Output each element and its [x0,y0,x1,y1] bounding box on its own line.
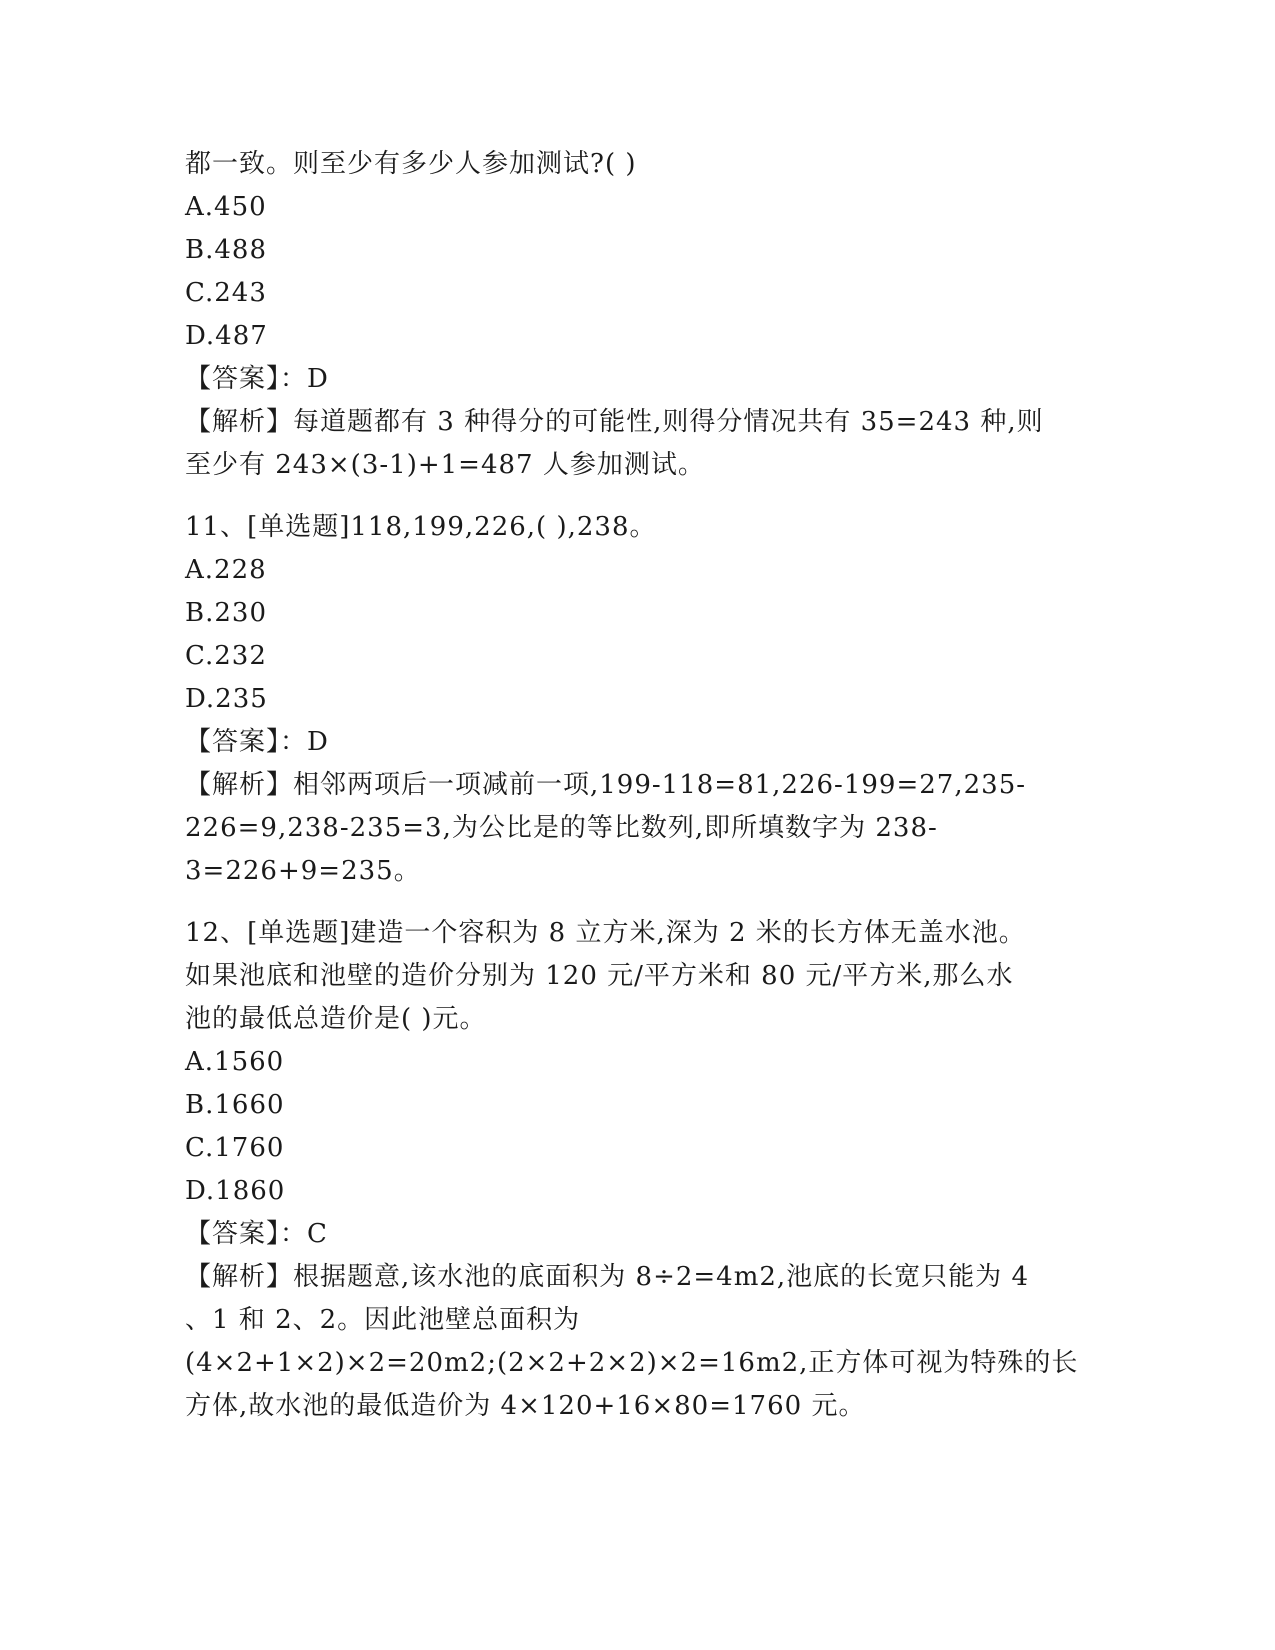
question-stem-line: 如果池底和池壁的造价分别为 120 元/平方米和 80 元/平方米,那么水 [185,961,1014,991]
document-page [185,143,1085,1428]
option-b: B.230 [185,598,267,628]
answer-line: 【答案】：C [185,1219,328,1249]
analysis-line: 3=226+9=235。 [185,856,421,886]
question-stem-line: 12、[单选题]建造一个容积为 8 立方米,深为 2 米的长方体无盖水池。 [185,918,1026,948]
option-b: B.488 [185,235,267,265]
option-c: C.232 [185,641,267,671]
question-stem-line: 都一致。则至少有多少人参加测试?( ) [185,149,637,179]
option-d: D.487 [185,321,268,351]
question-stem-line: 11、[单选题]118,199,226,( ),238。 [185,512,657,542]
analysis-line: 【解析】根据题意,该水池的底面积为 8÷2=4m2,池底的长宽只能为 4 [185,1262,1029,1292]
option-c: C.1760 [185,1133,285,1163]
question-12 [185,912,1085,1428]
analysis-line: 方体,故水池的最低造价为 4×120+16×80=1760 元。 [185,1391,866,1421]
option-d: D.1860 [185,1176,286,1206]
option-a: A.1560 [185,1047,285,1077]
answer-line: 【答案】：D [185,727,329,757]
option-a: A.450 [185,192,267,222]
question-11 [185,506,1085,893]
analysis-line: 【解析】每道题都有 3 种得分的可能性,则得分情况共有 35=243 种,则 [185,407,1044,437]
analysis-line: 、1 和 2、2。因此池壁总面积为 [185,1305,581,1335]
analysis-line: 226=9,238-235=3,为公比是的等比数列,即所填数字为 238- [185,813,938,843]
option-d: D.235 [185,684,268,714]
question-10 [185,143,1085,487]
analysis-line: 【解析】相邻两项后一项减前一项,199-118=81,226-199=27,235- [185,770,1027,800]
analysis-line: 至少有 243×(3-1)+1=487 人参加测试。 [185,450,705,480]
question-stem-line: 池的最低总造价是( )元。 [185,1004,487,1034]
option-c: C.243 [185,278,267,308]
answer-line: 【答案】：D [185,364,329,394]
analysis-line: (4×2+1×2)×2=20m2;(2×2+2×2)×2=16m2,正方体可视为特殊的长 [185,1348,1079,1378]
option-a: A.228 [185,555,267,585]
option-b: B.1660 [185,1090,285,1120]
